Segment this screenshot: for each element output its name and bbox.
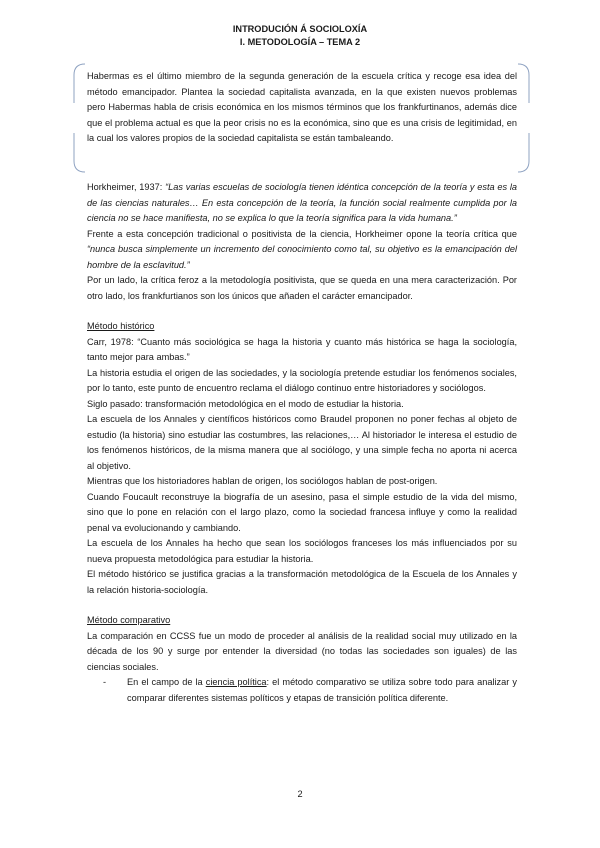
horkheimer-quote-paragraph xyxy=(87,180,517,227)
document-body xyxy=(87,180,517,706)
paragraph: La escuela de los Annales ha hecho que sean los sociólogos franceses los más influenciados por su nueva propuesta metodológica para estudiar la historia. xyxy=(87,538,517,564)
bullet-text xyxy=(127,675,517,706)
bullet-rest: : el método comparativo se utiliza sobre todo para analizar y comparar diferentes sistemas políticos y etapas de transición política diferente. xyxy=(127,677,517,703)
summary-box xyxy=(73,63,530,173)
section-subtitle: I. METODOLOGÍA – TEMA 2 xyxy=(239,37,361,47)
citation-prefix: Horkheimer, 1937: xyxy=(87,182,166,192)
bullet-dash: - xyxy=(103,677,107,687)
underlined-term: ciencia política xyxy=(205,677,267,687)
critique-paragraph: Por un lado, la crítica feroz a la metodología positivista, que se queda en una mera caracterización. Por otro lado, los frankfurtianos son los únicos que añaden el carácter emancipador. xyxy=(87,275,517,301)
paragraph: La escuela de los Annales y científicos históricos como Braudel proponen no poner fechas al objeto de estudio (la historia) sino estudiar las costumbres, las relaciones,… Al historiador le interesa el estudio de los fenómenos históricos, de la misma manera que al sociólogo, y una simple fecha no aporta ni acerca al objetivo. xyxy=(87,414,517,471)
critical-theory-paragraph xyxy=(87,227,517,274)
paragraph-text: Frente a esta concepción tradicional o positivista de la ciencia, Horkheimer opone la teoría crítica que xyxy=(87,228,517,239)
section-title-comparative: Método comparativo xyxy=(87,615,171,625)
paragraph: La comparación en CCSS fue un modo de proceder al análisis de la realidad social muy utilizado en la década de los 90 y surge por entender la diversidad (no todas las sociedades son iguales) de las ciencias sociales. xyxy=(87,630,517,672)
paragraph: Mientras que los historiadores hablan de origen, los sociólogos hablan de post-origen. xyxy=(87,476,438,486)
box-paragraph: Habermas es el último miembro de la segunda generación de la escuela crítica y recoge esa idea del método emancipador. Plantea la sociedad capitalista avanzada, en la que existen nuevos problemas pero Habermas habla de crisis económica en los mismos términos que los frankfurtinanos, además dice que el problema actual es que la peor crisis no es la económica, sino que es una crisis de legitimidad, en la cual los valores propios de la sociedad capitalista se están tambaleando. xyxy=(87,71,517,144)
section-title-historical: Método histórico xyxy=(87,321,155,331)
paragraph: Cuando Foucault reconstruye la biografía de un asesino, pasa el simple estudio de la vida del mismo, sino que lo pone en relación con el largo plazo, como la sociedad francesa influye y como la realidad penal va evolucionando y cambiando. xyxy=(87,491,517,533)
paragraph: Carr, 1978: “Cuanto más sociológica se haga la historia y cuanto más histórica se haga la sociología, tanto mejor para ambas.” xyxy=(87,336,517,362)
course-title: INTRODUCIÓN Á SOCIOLOXÍA xyxy=(232,24,368,34)
bullet-item xyxy=(103,675,517,706)
page-number: 2 xyxy=(297,789,303,799)
paragraph: El método histórico se justifica gracias a la transformación metodológica de la Escuela de los Annales y la relación historia-sociología. xyxy=(87,569,517,595)
paragraph: La historia estudia el origen de las sociedades, y la sociología pretende estudiar los fenómenos sociales, por lo tanto, este punto de encuentro reclama el diálogo continuo entre historiadores y sociólogos. xyxy=(87,367,517,393)
italic-quote: “Las varias escuelas de sociología tienen idéntica concepción de la teoría y esta es la de las ciencias naturales… En esta concepción de la teoría, la función social realmente cumplida por la ciencia no se hace manifiesta, no se explica lo que la teoría significa para la vida humana.” xyxy=(87,182,518,223)
page-header xyxy=(0,23,600,49)
italic-quote: “nunca busca simplemente un incremento del conocimiento como tal, su objetivo es la emancipación del hombre de la esclavitud.” xyxy=(87,244,517,270)
paragraph: Siglo pasado: transformación metodológica en el modo de estudiar la historia. xyxy=(87,398,404,409)
bullet-prefix: En el campo de la xyxy=(127,677,206,687)
